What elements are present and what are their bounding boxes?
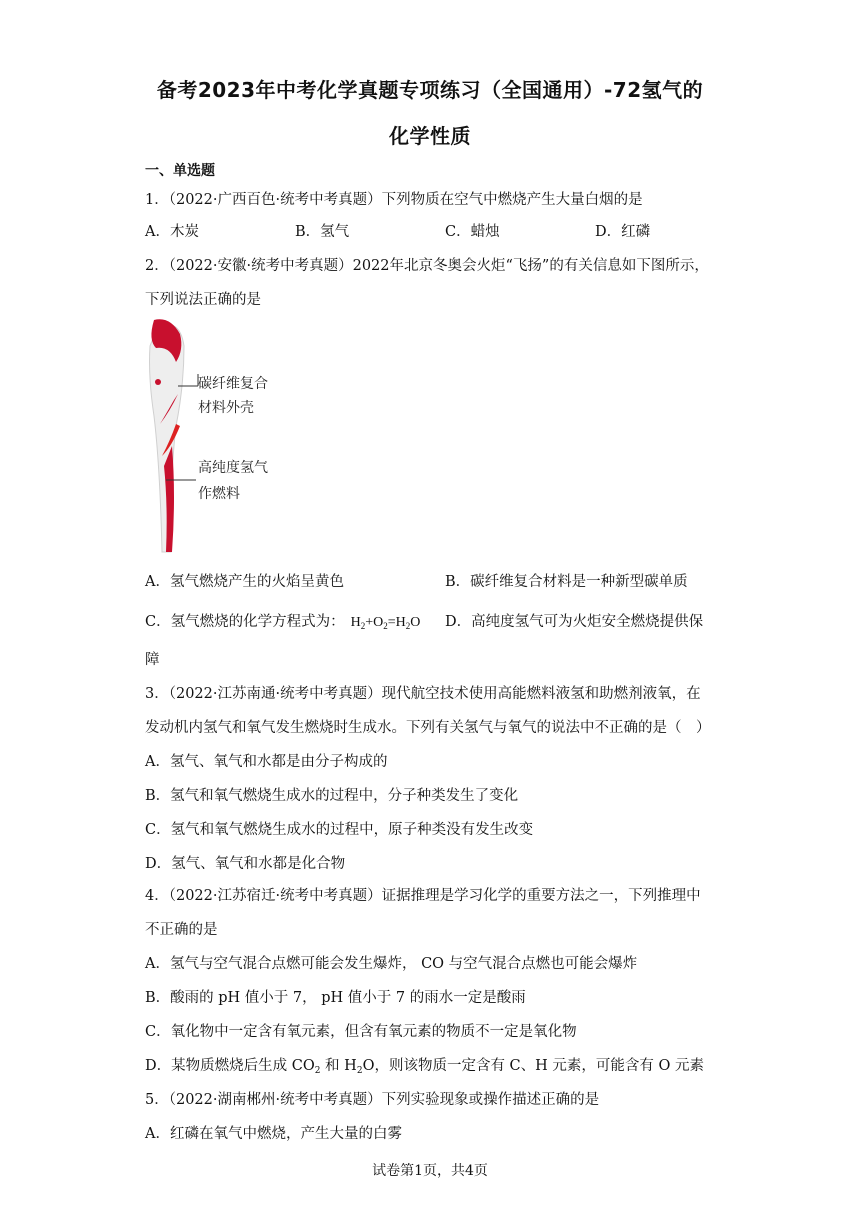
eq-plus-o: +O [365,615,384,630]
eq-sub-1: 2 [360,621,366,631]
eq-sub-2: 2 [383,621,388,631]
question-2-option-c-prefix: C．氢气燃烧的化学方程式为： [145,614,345,630]
q4d-part1: D．某物质燃烧后生成 CO [145,1058,315,1074]
eq-equals-h: =H [387,615,406,630]
torch-diagram [140,316,300,560]
question-3-option-c: C．氢气和氧气燃烧生成水的过程中，原子种类没有发生改变 [145,822,534,838]
page-footer: 试卷第1页，共4页 [372,1163,488,1179]
question-5-stem: 5．（2022·湖南郴州·统考中考真题）下列实验现象或操作描述正确的是 [145,1092,600,1108]
eq-h: H [350,615,361,630]
question-3-stem-line1: 3．（2022·江苏南通·统考中考真题）现代航空技术使用高能燃料液氢和助燃剂液氧，在 [145,686,701,702]
q4d-part5: O，则该物质一定含有 C、H 元素，可能含有 O 元素 [362,1058,705,1074]
figure-label-shell-1: 碳纤维复合 [198,376,268,392]
question-1-option-d: D．红磷 [595,224,651,240]
question-3-stem-line2: 发动机内氢气和氧气发生燃烧时生成水。下列有关氢气与氧气的说法中不正确的是（ ） [145,720,711,736]
question-1-option-b: B．氢气 [295,224,350,240]
question-2-option-d-cont: 障 [145,652,160,668]
page-title-line1: 备考2023年中考化学真题专项练习（全国通用）-72氢气的 [156,78,704,102]
torch-figure [140,316,300,560]
question-3-option-a: A．氢气、氧气和水都是由分子构成的 [145,754,388,770]
question-5-option-a: A．红磷在氧气中燃烧，产生大量的白雾 [145,1126,402,1142]
section-heading: 一、单选题 [145,163,215,179]
question-2-option-b: B．碳纤维复合材料是一种新型碳单质 [445,574,688,590]
question-4-stem-line1: 4．（2022·江苏宿迁·统考中考真题）证据推理是学习化学的重要方法之一，下列推理中 [145,888,701,904]
question-2-stem-line2: 下列说法正确的是 [145,292,261,308]
question-2-option-a: A．氢气燃烧产生的火焰呈黄色 [145,574,344,590]
eq-sub-3: 2 [405,621,411,631]
question-4-stem-line2: 不正确的是 [145,922,218,938]
question-2-option-c [145,610,428,631]
figure-label-fuel-1: 高纯度氢气 [198,460,268,476]
question-4-option-d [145,1054,704,1076]
question-4-option-c: C．氧化物中一定含有氧元素，但含有氧元素的物质不一定是氧化物 [145,1024,577,1040]
question-3-option-b: B．氢气和氧气燃烧生成水的过程中，分子种类发生了变化 [145,788,519,804]
question-1-option-c: C．蜡烛 [445,224,500,240]
olympic-emblem-icon [155,379,161,385]
figure-label-fuel-2: 作燃料 [198,486,240,502]
eq-o: O [410,615,421,630]
question-2-option-d: D．高纯度氢气可为火炬安全燃烧提供保 [445,614,704,630]
question-4-option-b: B．酸雨的 pH 值小于 7， pH 值小于 7 的雨水一定是酸雨 [145,990,526,1006]
page-title-line2: 化学性质 [389,124,471,148]
question-1-stem: 1．（2022·广西百色·统考中考真题）下列物质在空气中燃烧产生大量白烟的是 [145,192,643,208]
question-2-stem-line1: 2．（2022·安徽·统考中考真题）2022年北京冬奥会火炬“飞扬”的有关信息如下图所示， [145,258,709,274]
q4d-sub1: 2 [314,1066,321,1076]
q4d-part3: 和 H [320,1058,357,1074]
question-4-option-a: A．氢气与空气混合点燃可能会发生爆炸， CO 与空气混合点燃也可能会爆炸 [145,956,638,972]
question-3-option-d: D．氢气、氧气和水都是化合物 [145,856,346,872]
question-1-option-a: A．木炭 [145,224,199,240]
hydrogen-combustion-equation [351,615,421,630]
figure-label-shell-2: 材料外壳 [198,400,254,416]
q4d-sub2: 2 [356,1066,363,1076]
